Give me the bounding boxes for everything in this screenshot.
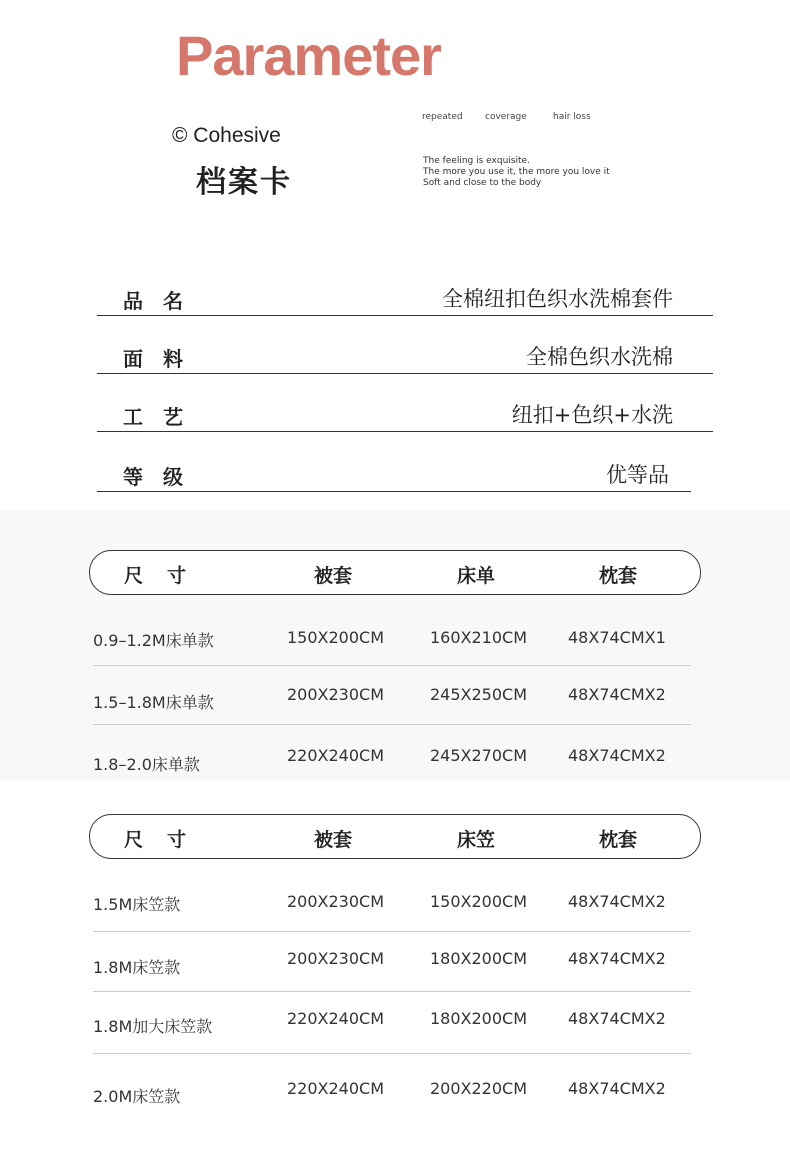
pillow-cell: 48X74CMX1 bbox=[568, 628, 666, 647]
duvet-cell: 220X240CM bbox=[287, 1079, 385, 1098]
sheet-cell: 245X270CM bbox=[430, 746, 528, 765]
size-table-header bbox=[89, 814, 701, 859]
slogan-line: Soft and close to the body bbox=[423, 178, 542, 188]
param-label: 面料 bbox=[123, 347, 203, 371]
duvet-cell: 220X240CM bbox=[287, 1009, 385, 1028]
size-cell: 1.5–1.8M床单款 bbox=[93, 693, 214, 712]
header-fitted-sheet: 床笠 bbox=[457, 829, 496, 851]
sheet-cell: 180X200CM bbox=[430, 1009, 528, 1028]
param-label: 品名 bbox=[123, 289, 203, 313]
header-duvet-cover: 被套 bbox=[314, 565, 353, 587]
param-row-fabric bbox=[97, 316, 713, 374]
param-label: 工艺 bbox=[123, 405, 203, 429]
page-title: Parameter bbox=[176, 24, 441, 87]
param-value: 全棉色织水洗棉 bbox=[526, 345, 673, 369]
sheet-cell: 200X220CM bbox=[430, 1079, 528, 1098]
param-row-craft bbox=[97, 374, 713, 432]
brand-name: © Cohesive bbox=[172, 124, 281, 147]
sheet-cell: 245X250CM bbox=[430, 685, 528, 704]
table-row bbox=[93, 1054, 691, 1118]
slogan-line: The feeling is exquisite. bbox=[423, 156, 530, 166]
size-cell: 0.9–1.2M床单款 bbox=[93, 631, 214, 650]
duvet-cell: 220X240CM bbox=[287, 746, 385, 765]
duvet-cell: 150X200CM bbox=[287, 628, 385, 647]
duvet-cell: 200X230CM bbox=[287, 685, 385, 704]
sheet-cell: 150X200CM bbox=[430, 892, 528, 911]
tag-coverage: coverage bbox=[485, 112, 527, 122]
header-size: 尺寸 bbox=[124, 829, 211, 851]
tag-hair-loss: hair loss bbox=[553, 112, 591, 122]
param-value: 全棉纽扣色织水洗棉套件 bbox=[442, 287, 673, 311]
header-size: 尺寸 bbox=[124, 565, 211, 587]
tag-repeated: repeated bbox=[422, 112, 463, 122]
pillow-cell: 48X74CMX2 bbox=[568, 746, 666, 765]
param-value: 优等品 bbox=[606, 463, 669, 487]
table-row bbox=[93, 932, 691, 992]
sheet-cell: 180X200CM bbox=[430, 949, 528, 968]
slogan-line: The more you use it, the more you love it bbox=[423, 167, 610, 177]
header-pillowcase: 枕套 bbox=[599, 829, 638, 851]
param-label: 等级 bbox=[123, 465, 203, 489]
param-value: 纽扣+色织+水洗 bbox=[511, 403, 673, 427]
pillow-cell: 48X74CMX2 bbox=[568, 949, 666, 968]
pillow-cell: 48X74CMX2 bbox=[568, 892, 666, 911]
table-row bbox=[93, 666, 691, 725]
table-row bbox=[93, 872, 691, 932]
sheet-cell: 160X210CM bbox=[430, 628, 528, 647]
size-cell: 2.0M床笠款 bbox=[93, 1087, 181, 1106]
pillow-cell: 48X74CMX2 bbox=[568, 685, 666, 704]
pillow-cell: 48X74CMX2 bbox=[568, 1009, 666, 1028]
duvet-cell: 200X230CM bbox=[287, 949, 385, 968]
size-table-header bbox=[89, 550, 701, 595]
pillow-cell: 48X74CMX2 bbox=[568, 1079, 666, 1098]
param-row-grade bbox=[97, 434, 691, 492]
size-cell: 1.8M床笠款 bbox=[93, 958, 181, 977]
table-row bbox=[93, 608, 691, 666]
param-row-name bbox=[97, 258, 713, 316]
header-duvet-cover: 被套 bbox=[314, 829, 353, 851]
table-row bbox=[93, 992, 691, 1054]
header-bed-sheet: 床单 bbox=[457, 565, 496, 587]
table-row bbox=[93, 725, 691, 783]
slogan bbox=[423, 156, 610, 189]
size-cell: 1.8M加大床笠款 bbox=[93, 1017, 213, 1036]
subtitle: 档案卡 bbox=[196, 165, 292, 200]
size-cell: 1.8–2.0床单款 bbox=[93, 755, 200, 774]
duvet-cell: 200X230CM bbox=[287, 892, 385, 911]
size-cell: 1.5M床笠款 bbox=[93, 895, 181, 914]
header-pillowcase: 枕套 bbox=[599, 565, 638, 587]
